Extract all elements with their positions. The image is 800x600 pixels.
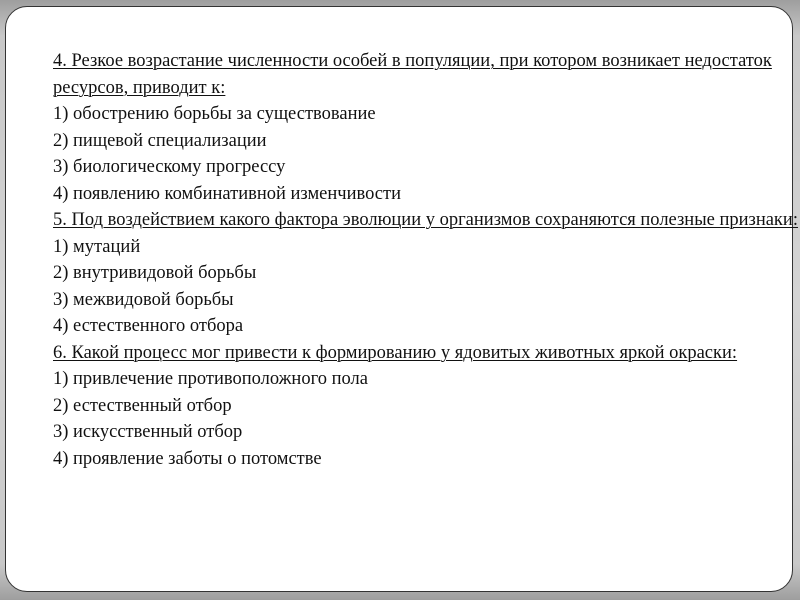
answer-option: 4) появлению комбинативной изменчивости xyxy=(53,183,402,204)
content-card xyxy=(5,6,798,592)
answer-option: 4) естественного отбора xyxy=(53,316,244,336)
answer-option: 1) мутаций xyxy=(53,236,141,257)
answer-option: 3) межвидовой борьбы xyxy=(53,289,234,310)
answer-option: 2) естественный отбор xyxy=(53,395,232,416)
question-text: 6. Какой процесс мог привести к формированию у ядовитых животных яркой окраски: xyxy=(53,342,738,363)
answer-option: 3) искусственный отбор xyxy=(53,422,243,442)
answer-option: 2) пищевой специализации xyxy=(53,130,267,151)
quiz-content xyxy=(53,48,798,472)
question-text: 5. Под воздействием какого фактора эволюции у организмов сохраняются полезные признаки: xyxy=(53,210,798,230)
answer-option: 1) привлечение противоположного пола xyxy=(53,369,368,389)
answer-option: 4) проявление заботы о потомстве xyxy=(53,448,322,469)
answer-option: 2) внутривидовой борьбы xyxy=(53,263,257,283)
question-5 xyxy=(53,207,798,340)
answer-option: 1) обострению борьбы за существование xyxy=(53,104,376,124)
question-6 xyxy=(53,340,798,473)
question-text: 4. Резкое возрастание численности особей в популяции, при котором возникает недостаток ресурсов, приводит к: xyxy=(53,51,772,98)
answer-option: 3) биологическому прогрессу xyxy=(53,157,286,177)
question-4 xyxy=(53,48,798,207)
